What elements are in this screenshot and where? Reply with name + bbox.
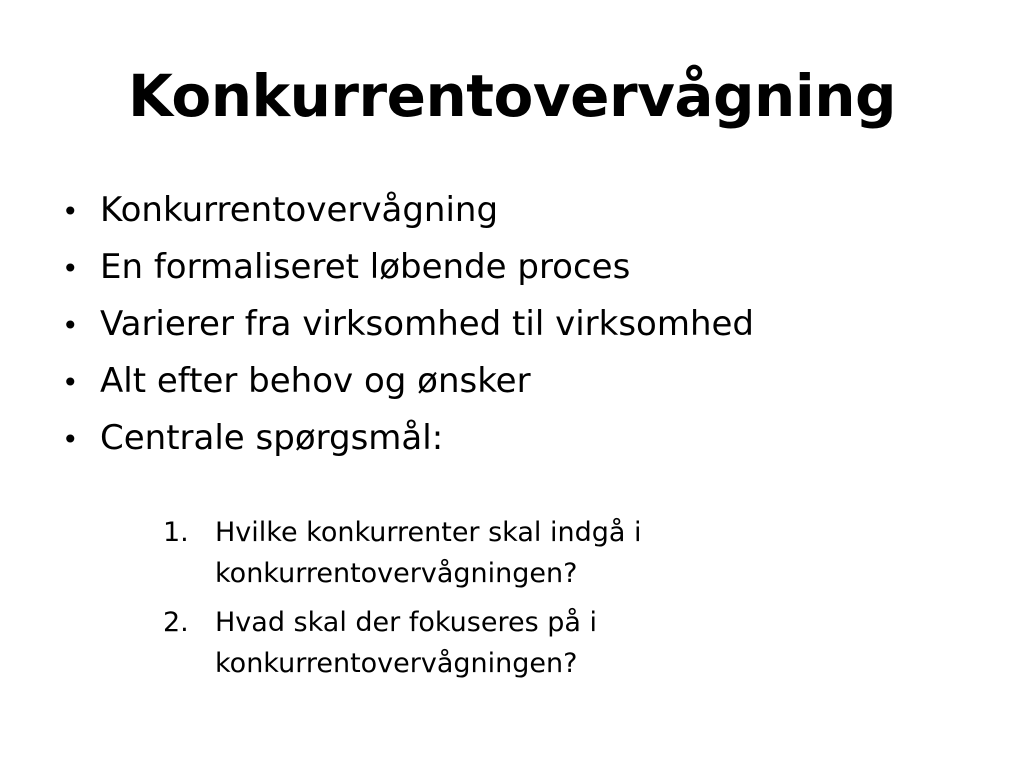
numbered-question — [163, 512, 815, 594]
numbered-question — [163, 602, 815, 684]
bullet-text: Centrale spørgsmål: — [100, 418, 444, 458]
question-line-2: konkurrentovervågningen? — [215, 558, 578, 589]
numbered-question-list — [163, 512, 815, 692]
question-number: 1. — [163, 517, 189, 548]
bullet-item — [62, 186, 754, 243]
question-line-2: konkurrentovervågningen? — [215, 648, 578, 679]
bullet-symbol: • — [62, 366, 79, 399]
question-text — [215, 512, 815, 594]
bullet-text: Konkurrentovervågning — [100, 190, 499, 230]
question-line-1: Hvilke konkurrenter skal indgå i — [215, 517, 642, 548]
bullet-list — [62, 186, 754, 471]
bullet-item — [62, 243, 754, 300]
slide-title: Konkurrentovervågning — [127, 62, 897, 130]
question-number: 2. — [163, 607, 189, 638]
bullet-item — [62, 414, 754, 471]
bullet-symbol: • — [62, 309, 79, 342]
bullet-symbol: • — [62, 252, 79, 285]
bullet-symbol: • — [62, 423, 79, 456]
bullet-text: Alt efter behov og ønsker — [100, 361, 531, 401]
question-text — [215, 602, 815, 684]
bullet-item — [62, 300, 754, 357]
bullet-text: Varierer fra virksomhed til virksomhed — [100, 304, 755, 344]
bullet-item — [62, 357, 754, 414]
bullet-text: En formaliseret løbende proces — [100, 247, 631, 287]
question-line-1: Hvad skal der fokuseres på i — [215, 607, 597, 638]
bullet-symbol: • — [62, 195, 79, 228]
